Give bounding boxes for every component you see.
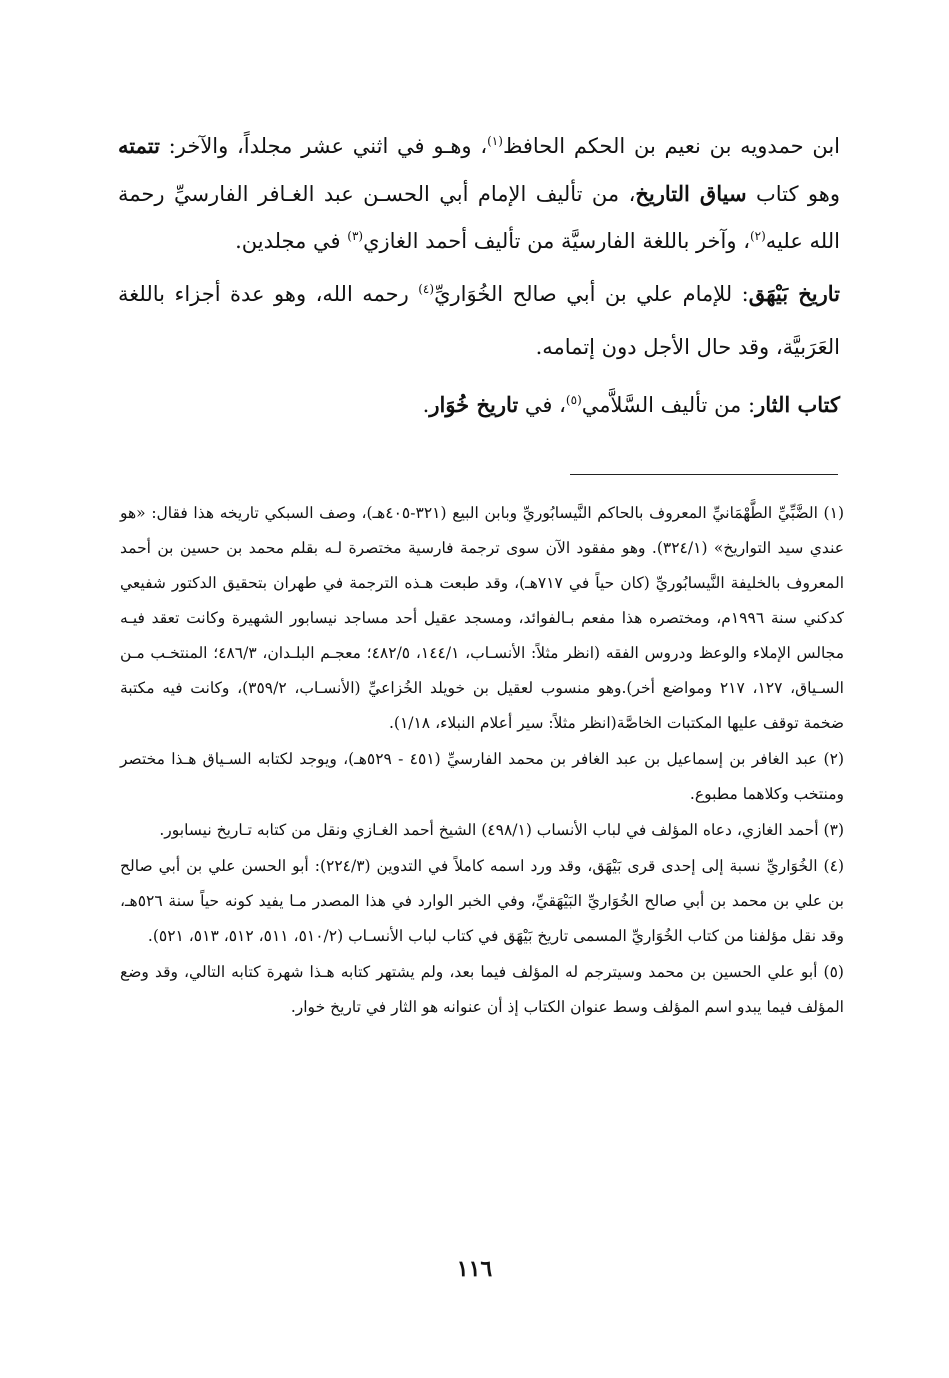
footnote-2 [120, 742, 844, 812]
footnotes [120, 496, 844, 1026]
text-run: : للإمام علي بن أبي صالح الخُوَاريِّ [434, 282, 749, 306]
footnote-ref-1: (١) [487, 134, 503, 148]
page-number: ١١٦ [456, 1256, 493, 1282]
paragraph-2 [118, 267, 840, 374]
text-run: ، وهـو في اثني عشر مجلداً، والآخر: [159, 134, 488, 158]
footnote-number: (٤) [823, 857, 844, 875]
footnote-ref-5: (٥) [565, 393, 582, 407]
text-run: ابن حمدويه بن نعيم بن الحكم الحافظ [502, 134, 840, 158]
book-title: تاريخ بَيْهَق [748, 281, 840, 306]
footnote-ref-3: (٣) [347, 229, 364, 243]
footnote-ref-2: (٢) [749, 229, 766, 243]
bold-term: تتمته [118, 133, 160, 158]
footnote-1 [120, 496, 844, 741]
text-run: رحمه الله، وهو عدة أجزاء باللغة العَرَبيَّة، وقد حال الأجل دون إتمامه. [118, 282, 840, 359]
footnote-number: (٢) [823, 750, 844, 768]
text-run: . [422, 393, 430, 417]
main-text [118, 122, 840, 432]
footnote-4 [120, 849, 844, 954]
footnote-text: الضَّبِّيِّ الطَّهْمَانيِّ المعروف بالحاكم النَّيسابُوريِّ وبابن البيع (٣٢١-٤٠٥هـ)، وصف السبكي تاريخه هذا فقال: «هو عندي سيد التواريخ» (٣٢٤/١). وهو مفقود الآن سوى ترجمة فارسية مختصرة لـه بقلم محمد بن حسين بن أحمد المعروف بالخليفة النَّيسابُوريِّ (كان حياً في ٧١٧هـ)، وقد طبعت هـذه الترجمة في طهران بتحقيق الدكتور شفيعي كدكني سنة ١٩٩٦م، ومختصره هذا مفعم بـالفوائد، ومسجد عقيل أحد مساجد نيسابور الشهيرة وكانت تعقد فيـه مجالس الإملاء والوعظ ودروس الفقه (انظر مثلاً: الأنسـاب، ١٤٤/١، ٤٨٢/٥؛ معجـم البلـدان، ٤٨٦/٣؛ المنتخـب مـن السـياق، ١٢٧، ٢١٧ ومواضع أخر).وهو منسوب لعقيل بن خويلد الخُزاعيِّ (الأنسـاب، ٣٥٩/٢)، وكانت فيه مكتبة ضخمة توقف عليها المكتبات الخاصَّة(انظر مثلاً: سير أعلام النبلاء، ١/١٨). [120, 504, 845, 732]
book-title: كتاب الثار [755, 392, 840, 417]
paragraph-1 [118, 122, 840, 265]
footnote-number: (١) [823, 504, 844, 522]
text-run: في مجلدين. [235, 229, 348, 253]
text-run: ، من تأليف الإمام أبي الحسـن عبد الغـافر الفارسيِّ رحمة الله عليه [118, 182, 840, 253]
footnote-number: (٥) [823, 963, 844, 981]
text-run: وهو كتاب [746, 182, 840, 206]
book-title: تاريخ خُوَار [429, 392, 519, 417]
footnote-divider [570, 474, 838, 475]
book-title: سياق التاريخ [635, 181, 747, 206]
text-run: ، في [518, 393, 566, 417]
footnote-ref-4: (٤) [418, 282, 435, 296]
footnote-3 [120, 813, 844, 848]
text-run: : من تأليف السَّلاَّمي [581, 393, 756, 417]
footnote-text: الخُوَاريِّ نسبة إلى إحدى قرى بَيْهَق، وقد ورد اسمه كاملاً في التدوين (٢٢٤/٣): أبو الحسن علي بن أبي صالح بن علي بن محمد بن أبي صالح الخُوَاريِّ البَيْهَقيِّ، وفي الخبر الوارد في هذا المصدر مـا يفيد كونه حياً سنة ٥٢٦هـ، وقد نقل مؤلفنا من كتاب الخُوَاريِّ المسمى تاريخ بَيْهَق في كتاب لباب الأنسـاب (٥١٠/٢، ٥١١، ٥١٢، ٥١٣، ٥٢١). [120, 857, 844, 945]
paragraph-3 [118, 378, 840, 432]
footnote-5 [120, 955, 844, 1025]
text-run: ، وآخر باللغة الفارسيَّة من تأليف أحمد الغازي [363, 229, 750, 253]
footnote-text: أحمد الغازي، دعاه المؤلف في لباب الأنساب (٤٩٨/١) الشيخ أحمد الغـازي ونقل من كتابه تـاريخ نيسابور. [159, 821, 819, 839]
footnote-number: (٣) [823, 821, 844, 839]
footnote-text: أبو علي الحسين بن محمد وسيترجم له المؤلف فيما بعد، ولم يشتهر كتابه هـذا شهرة كتابه التالي، وقد وضع المؤلف فيما يبدو اسم المؤلف وسط عنوان الكتاب إذ أن عنوانه هو الثار في تاريخ خوار. [120, 963, 844, 1016]
footnote-text: عبد الغافر بن إسماعيل بن عبد الغافر بن محمد الفارسيِّ (٤٥١ - ٥٢٩هـ)، ويوجد لكتابه السـياق هـذا مختصر ومنتخب وكلاهما مطبوع. [120, 750, 844, 803]
